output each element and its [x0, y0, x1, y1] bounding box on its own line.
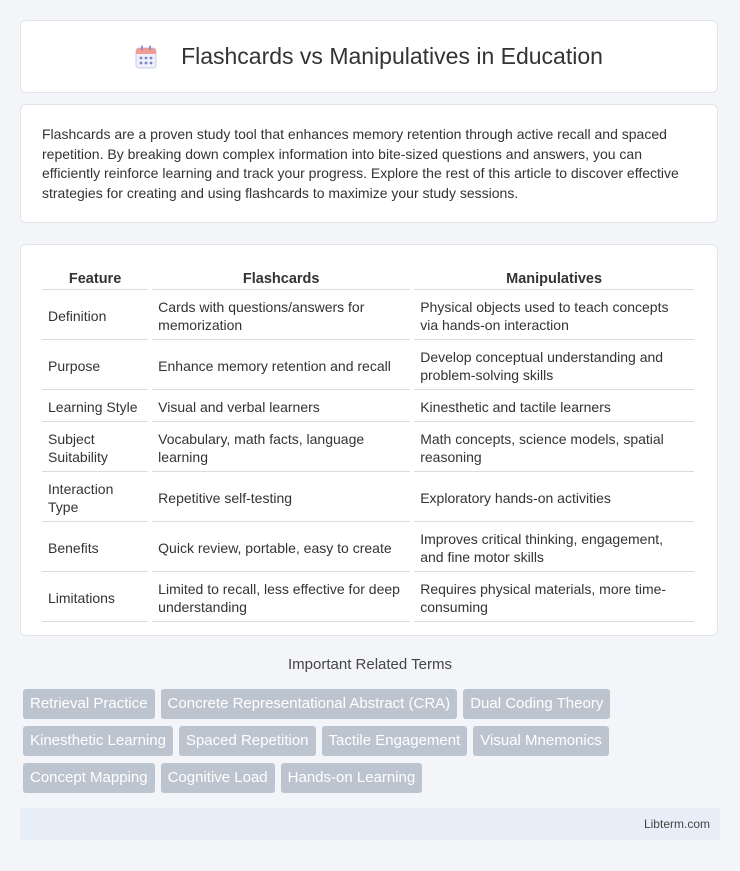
table-row [42, 474, 694, 522]
feature-cell: Learning Style [42, 392, 148, 422]
term-tag[interactable]: Visual Mnemonics [473, 726, 608, 756]
manipulatives-cell: Exploratory hands-on activities [414, 474, 694, 522]
manipulatives-cell: Develop conceptual understanding and problem-solving skills [414, 342, 694, 390]
term-tag[interactable]: Kinesthetic Learning [23, 726, 173, 756]
flashcards-cell: Visual and verbal learners [152, 392, 410, 422]
term-tag[interactable]: Tactile Engagement [322, 726, 468, 756]
flashcards-cell: Quick review, portable, easy to create [152, 524, 410, 572]
feature-cell: Limitations [42, 574, 148, 622]
table-row [42, 574, 694, 622]
feature-cell: Purpose [42, 342, 148, 390]
header-feature: Feature [42, 268, 148, 290]
flashcards-cell: Vocabulary, math facts, language learning [152, 424, 410, 472]
page-title [135, 43, 603, 70]
header-flashcards: Flashcards [152, 268, 410, 290]
manipulatives-cell: Kinesthetic and tactile learners [414, 392, 694, 422]
footer [20, 808, 720, 840]
manipulatives-cell: Requires physical materials, more time-consuming [414, 574, 694, 622]
header-manipulatives: Manipulatives [414, 268, 694, 290]
term-tag[interactable]: Hands-on Learning [281, 763, 423, 793]
term-tag[interactable]: Retrieval Practice [23, 689, 155, 719]
intro-card [20, 104, 718, 223]
feature-cell: Definition [42, 292, 148, 340]
term-tag[interactable]: Dual Coding Theory [463, 689, 610, 719]
title-text: Flashcards vs Manipulatives in Education [181, 43, 603, 69]
comparison-card [20, 244, 718, 636]
term-tag[interactable]: Cognitive Load [161, 763, 275, 793]
term-tag[interactable]: Concrete Representational Abstract (CRA) [161, 689, 458, 719]
header-card [20, 20, 718, 93]
table-row [42, 424, 694, 472]
flashcards-cell: Limited to recall, less effective for deep understanding [152, 574, 410, 622]
footer-site-link[interactable]: Libterm.com [643, 817, 710, 831]
manipulatives-cell: Math concepts, science models, spatial reasoning [414, 424, 694, 472]
comparison-table [38, 266, 698, 624]
term-tag[interactable]: Concept Mapping [23, 763, 155, 793]
term-tag[interactable]: Spaced Repetition [179, 726, 316, 756]
table-row [42, 524, 694, 572]
flashcards-cell: Repetitive self-testing [152, 474, 410, 522]
related-terms-list [23, 689, 723, 793]
intro-paragraph: Flashcards are a proven study tool that enhances memory retention through active recall and spaced repetition. By breaking down complex information into bite-sized questions and answers, you can efficiently reinforce learning and track your progress. Explore the rest of this article to discover effective strategies for creating and using flashcards to maximize your study sessions. [42, 126, 679, 201]
flashcards-cell: Cards with questions/answers for memorization [152, 292, 410, 340]
flashcards-cell: Enhance memory retention and recall [152, 342, 410, 390]
manipulatives-cell: Improves critical thinking, engagement, and fine motor skills [414, 524, 694, 572]
table-row [42, 342, 694, 390]
related-terms-title: Important Related Terms [288, 656, 452, 673]
feature-cell: Interaction Type [42, 474, 148, 522]
feature-cell: Subject Suitability [42, 424, 148, 472]
table-row [42, 392, 694, 422]
feature-cell: Benefits [42, 524, 148, 572]
calendar-icon [135, 45, 157, 69]
manipulatives-cell: Physical objects used to teach concepts via hands-on interaction [414, 292, 694, 340]
table-header-row [42, 268, 694, 290]
table-row [42, 292, 694, 340]
